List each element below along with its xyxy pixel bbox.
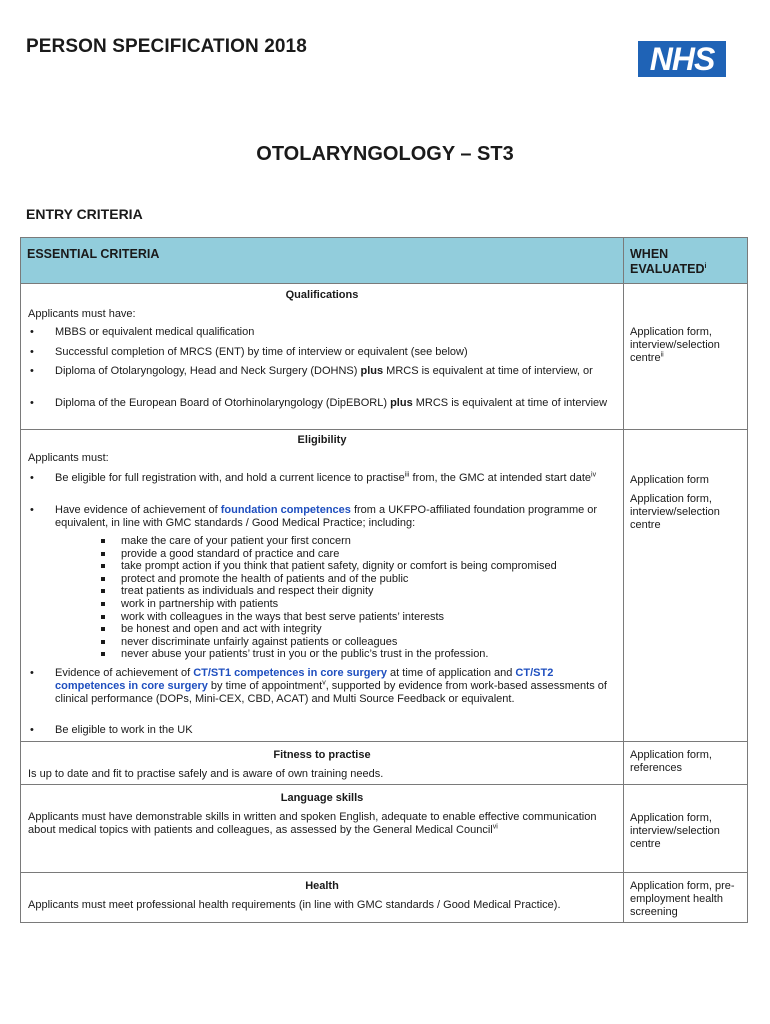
health-title: Health: [305, 880, 339, 892]
qualifications-intro: Applicants must have:: [28, 308, 136, 320]
language-when: Application form, interview/selection centre: [630, 812, 720, 850]
row-divider: [21, 429, 747, 430]
fitness-title: Fitness to practise: [273, 749, 371, 761]
list-item: • Have evidence of achievement of foundation competences from a UKFPO-affiliated foundation programme or equivalent, in line with GMC standards / Good Medical Practice; including:: [55, 504, 621, 530]
ct-st2-competences-link[interactable]: CT/ST2 competences in core surgery: [55, 667, 554, 692]
list-item: never abuse your patients’ trust in you or the public’s trust in the profession.: [121, 648, 621, 661]
list-item: make the care of your patient your first concern: [121, 535, 621, 548]
list-item: • Diploma of Otolaryngology, Head and Neck Surgery (DOHNS) plus MRCS is equivalent at time of interview, or: [55, 365, 621, 378]
row-divider: [21, 784, 747, 785]
eligibility-intro: Applicants must:: [28, 452, 109, 464]
list-item: • MBBS or equivalent medical qualification: [55, 326, 621, 339]
when-evaluated-header: WHEN EVALUATED$^i$: [630, 247, 707, 276]
list-item: never discriminate unfairly against patients or colleagues: [121, 636, 621, 649]
eligibility-when-2: Application form, interview/selection centre: [630, 493, 720, 531]
column-divider: [623, 238, 624, 922]
health-text: Applicants must meet professional health requirements (in line with GMC standards / Good Medical Practice).: [28, 899, 561, 911]
list-item: • Be eligible for full registration with, and hold a current licence to practise$^{iii}$ from, the GMC at intended start date$^{iv}$: [55, 472, 621, 485]
page-heading: PERSON SPECIFICATION 2018: [26, 36, 307, 57]
list-item: • Successful completion of MRCS (ENT) by time of interview or equivalent (see below): [55, 346, 621, 359]
row-divider: [21, 741, 747, 742]
nhs-logo: NHS: [638, 41, 726, 77]
essential-criteria-header: ESSENTIAL CRITERIA: [27, 247, 160, 261]
health-when: Application form, pre-employment health screening: [630, 880, 735, 918]
foundation-competences-link[interactable]: foundation competences: [220, 504, 351, 516]
language-text: Applicants must have demonstrable skills in written and spoken English, adequate to enable effective communication about medical topics with patients and colleagues, as assessed by the General Medical Council$^{vi}$: [28, 811, 597, 836]
eligibility-when-1: Application form: [630, 474, 709, 486]
ct-st1-competences-link[interactable]: CT/ST1 competences in core surgery: [193, 667, 387, 679]
list-item: treat patients as individuals and respect their dignity: [121, 585, 621, 598]
list-item: take prompt action if you think that patient safety, dignity or comfort is being compromised: [121, 560, 621, 573]
list-item: • Diploma of the European Board of Otorhinolaryngology (DipEBORL) plus MRCS is equivalent at time of interview: [55, 397, 621, 410]
section-heading: ENTRY CRITERIA: [26, 206, 143, 222]
list-item: protect and promote the health of patients and of the public: [121, 573, 621, 586]
list-item: provide a good standard of practice and care: [121, 548, 621, 561]
list-item: • Evidence of achievement of CT/ST1 competences in core surgery at time of application and CT/ST2 competences in core surgery by time of appointment$^v$, supported by evidence from work-based assessments of clinical performance (DOPs, Mini-CEX, CBD, ACAT) and Multi Source Feedback or equivalent.: [55, 667, 621, 706]
fitness-when: Application form, references: [630, 749, 712, 774]
eligibility-title: Eligibility: [297, 434, 347, 446]
qualifications-title: Qualifications: [285, 289, 359, 301]
row-divider: [21, 872, 747, 873]
list-item: work in partnership with patients: [121, 598, 621, 611]
fitness-text: Is up to date and fit to practise safely and is aware of own training needs.: [28, 768, 384, 780]
document-title: OTOLARYNGOLOGY – ST3: [256, 143, 514, 165]
criteria-table: [20, 237, 748, 923]
qualifications-when: Application form, interview/selection centre$^{ii}$: [630, 326, 720, 364]
list-item: • Be eligible to work in the UK: [55, 724, 621, 737]
language-title: Language skills: [280, 792, 364, 804]
list-item: work with colleagues in the ways that best serve patients’ interests: [121, 611, 621, 624]
list-item: be honest and open and act with integrity: [121, 623, 621, 636]
table-header: [21, 238, 747, 284]
